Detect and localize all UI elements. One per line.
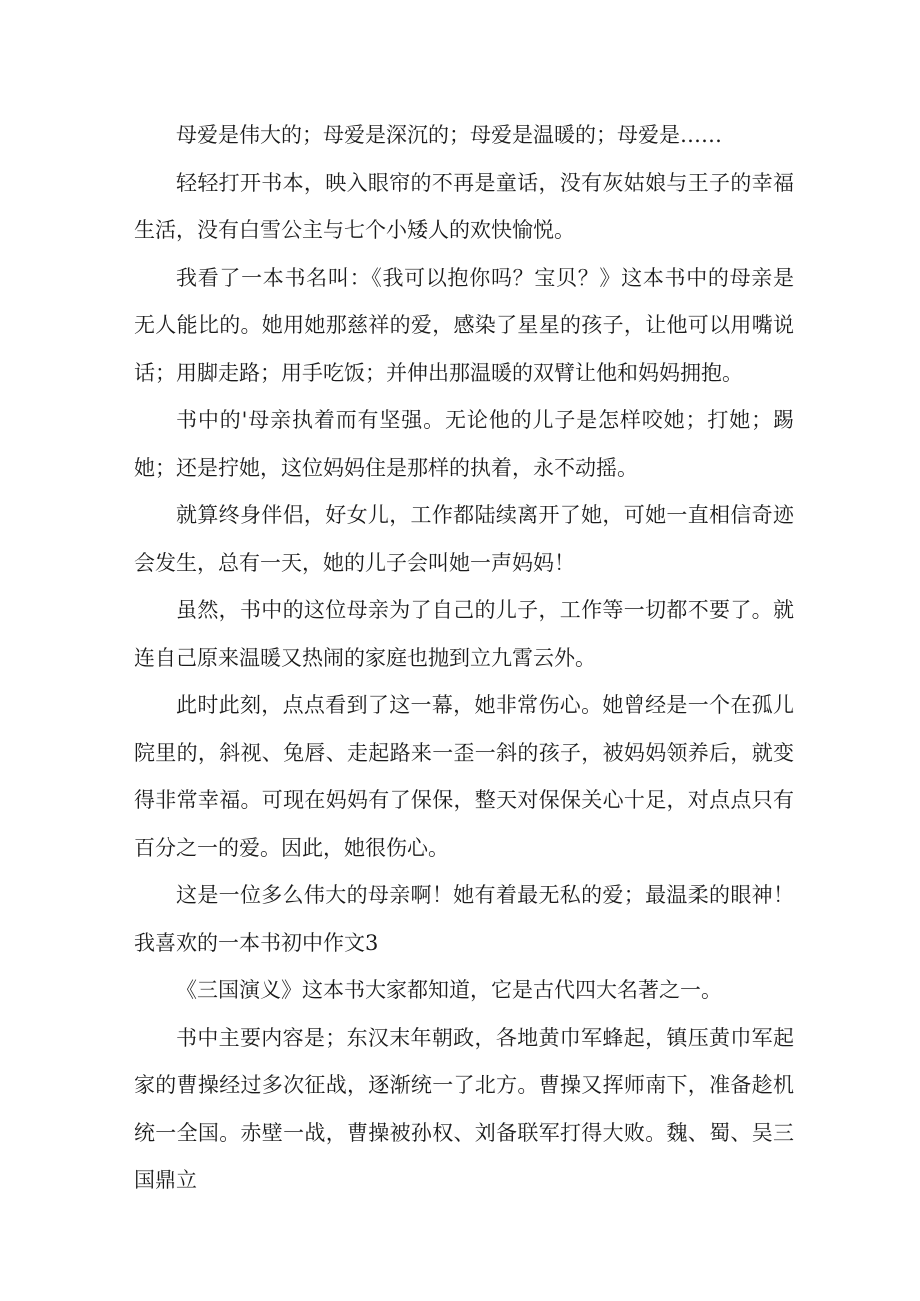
essay-body <box>134 112 794 1205</box>
paragraph-7: 此时此刻，点点看到了这一幕，她非常伤心。她曾经是一个在孤儿院里的，斜视、兔唇、走起路来一歪一斜的孩子，被妈妈领养后，就变得非常幸福。可现在妈妈有了保保，整天对保保关心十足，对点点只有百分之一的爱。因此，她很伤心。 <box>134 693 794 860</box>
paragraph-2: 轻轻打开书本，映入眼帘的不再是童话，没有灰姑娘与王子的幸福生活，没有白雪公主与七个小矮人的欢快愉悦。 <box>134 170 794 242</box>
paragraph-9: 《三国演义》这本书大家都知道，它是古代四大名著之一。 <box>176 978 722 1002</box>
paragraph-1: 母爱是伟大的；母爱是深沉的；母爱是温暖的；母爱是…… <box>176 123 722 147</box>
paragraph-3: 我看了一本书名叫：《我可以抱你吗？宝贝？》这本书中的母亲是无人能比的。她用她那慈祥的爱，感染了星星的孩子，让他可以用嘴说话；用脚走路；用手吃饭；并伸出那温暖的双臂让他和妈妈拥抱。 <box>134 265 794 385</box>
paragraph-5: 就算终身伴侣，好女儿，工作都陆续离开了她，可她一直相信奇迹会发生，总有一天，她的儿子会叫她一声妈妈！ <box>134 503 794 575</box>
paragraph-10: 书中主要内容是；东汉末年朝政，各地黄巾军蜂起，镇压黄巾军起家的曹操经过多次征战，逐渐统一了北方。曹操又挥师南下，准备趁机统一全国。赤壁一战，曹操被孙权、刘备联军打得大败。魏、蜀、吴三国鼎立 <box>134 1025 794 1192</box>
paragraph-4: 书中的'母亲执着而有坚强。无论他的儿子是怎样咬她；打她；踢她；还是拧她，这位妈妈住是那样的执着，永不动摇。 <box>134 408 794 480</box>
paragraph-6: 虽然，书中的这位母亲为了自己的儿子，工作等一切都不要了。就连自己原来温暖又热闹的家庭也抛到立九霄云外。 <box>134 598 794 670</box>
paragraph-8: 这是一位多么伟大的母亲啊！她有着最无私的爱；最温柔的眼神！我喜欢的一本书初中作文3 <box>134 883 794 955</box>
